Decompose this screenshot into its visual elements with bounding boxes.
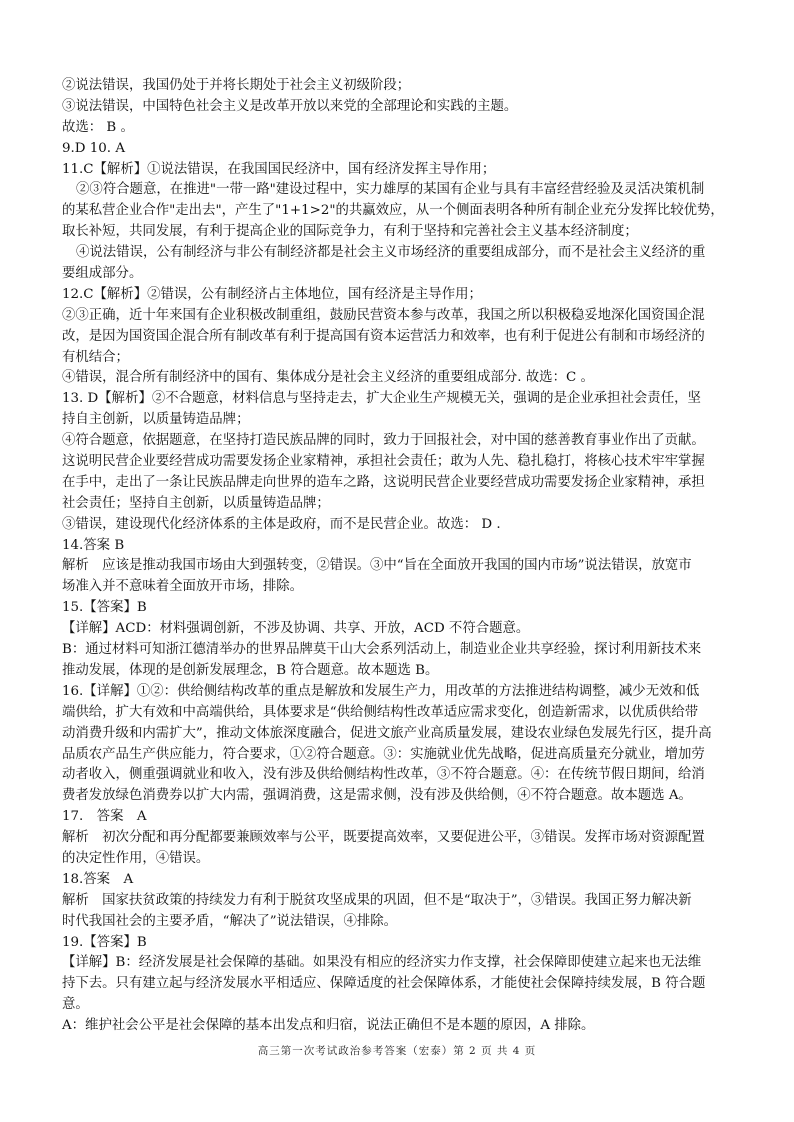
text-line: 的某私营企业合作"走出去"，产生了"1+1>2"的共赢效应，从一个侧面表明各种所有制企业充分发挥比较优势， — [62, 203, 724, 219]
text-line: 动消费升级和内需扩大”，推动文体旅深度融合，促进文旅产业高质量发展，建设农业绿色发展先行区，提升高 — [62, 725, 712, 741]
text-line: 15.【答案】B — [62, 600, 147, 616]
text-line: 社会责任；坚持自主创新，以质量铸造品牌； — [62, 495, 330, 511]
text-line: 18.答案 A — [62, 871, 134, 887]
text-line: ④错误，混合所有制经济中的国有、集体成分是社会主义经济的重要组成部分. 故选：C 。 — [62, 370, 594, 386]
text-line: ④符合题意，依据题意，在坚持打造民族品牌的同时，致力于回报社会，对中国的慈善教育事业作出了贡献。 — [62, 433, 705, 449]
text-line: 费者发放绿色消费券以扩大内需，强调消费，这是需求侧，没有涉及供给侧，④不符合题意。故本题选 A。 — [62, 788, 692, 804]
text-line: 解析 国家扶贫政策的持续发力有利于脱贫攻坚成果的巩固，但不是“取决于”，③错误。我国正努力解决新 — [62, 892, 692, 908]
text-line: A：维护社会公平是社会保障的基本出发点和归宿，说法正确但不是本题的原因，A 排除。 — [62, 1018, 595, 1034]
text-line: 17. 答案 A — [62, 809, 147, 825]
text-line: 有机结合； — [62, 349, 129, 365]
text-line: 的决定性作用，④错误。 — [62, 850, 210, 866]
answer-text-body — [62, 76, 742, 1037]
text-line: B：通过材料可知浙江德清举办的世界品牌莫干山大会系列活动上，制造业企业共享经验，探讨利用新技术来 — [62, 642, 702, 658]
text-line: 在手中，走出了一条让民族品牌走向世界的造车之路，这说明民营企业要经营成功需要发扬企业家精神，承担 — [62, 474, 705, 490]
text-line: 14.答案 B — [62, 537, 125, 553]
text-line: 【详解】B：经济发展是社会保障的基础。如果没有相应的经济实力作支撑，社会保障即使建立起来也无法维 — [62, 955, 702, 971]
text-line: 端供给，扩大有效和中高端供给，具体要求是“供给侧结构性改革适应需求变化，创造新需求，以优质供给带 — [62, 704, 699, 720]
text-line: 故选： B 。 — [62, 119, 134, 135]
text-line: ②③符合题意，在推进"一带一路"建设过程中，实力雄厚的某国有企业与具有丰富经营经验及灵活决策机制 — [76, 182, 705, 198]
text-line: 要组成部分。 — [62, 266, 143, 282]
text-line: 推动发展，体现的是创新发展理念，B 符合题意。故本题选 B。 — [62, 662, 439, 678]
text-line: 取长补短，共同发展，有利于提高企业的国际竞争力，有利于坚持和完善社会主义基本经济制度； — [62, 224, 638, 240]
text-line: 11.C【解析】①说法错误，在我国国民经济中，国有经济发挥主导作用； — [62, 161, 496, 177]
text-line: ④说法错误，公有制经济与非公有制经济都是社会主义市场经济的重要组成部分，而不是社会主义经济的重 — [76, 245, 706, 261]
text-line: 13. D【解析】②不合题意，材料信息与坚持走去，扩大企业生产规模无关，强调的是企业承担社会责任，坚 — [62, 391, 701, 407]
text-line: 持自主创新，以质量铸造品牌； — [62, 412, 250, 428]
text-line: 意。 — [62, 997, 89, 1013]
page-footer: 高三第一次考试政治参考答案（宏泰）第 2 页 共 4 页 — [257, 1045, 537, 1057]
text-line: 这说明民营企业要经营成功需要发扬企业家精神，承担社会责任；敢为人先、稳扎稳打，将核心技术牢牢掌握 — [62, 454, 705, 470]
text-line: 16.【详解】①②：供给侧结构改革的重点是解放和发展生产力，用改革的方法推进结构调整，减少无效和低 — [62, 683, 700, 699]
text-line: ②说法错误，我国仍处于并将长期处于社会主义初级阶段； — [62, 78, 411, 93]
text-line: 时代我国社会的主要矛盾，“解决了”说法错误，④排除。 — [62, 913, 398, 929]
text-line: ②③正确，近十年来国有企业积极改制重组，鼓励民营资本参与改革，我国之所以积极稳妥地深化国资国企混 — [62, 307, 705, 323]
text-line: ③说法错误，中国特色社会主义是改革开放以来党的全部理论和实践的主题。 — [62, 98, 518, 114]
text-line: 解析 应该是推动我国市场由大到强转变，②错误。③中“旨在全面放开我国的国内市场”说法错误，放宽市 — [62, 558, 692, 574]
text-line: 【详解】ACD：材料强调创新，不涉及协调、共享、开放，ACD 不符合题意。 — [62, 621, 530, 637]
text-line: 场准入并不意味着全面放开市场，排除。 — [62, 579, 304, 595]
text-line: 12.C【解析】②错误，公有制经济占主体地位，国有经济是主导作用； — [62, 286, 482, 302]
text-line: 19.【答案】B — [62, 934, 147, 950]
text-line: 品质农产品生产供应能力，符合要求，①②符合题意。③：实施就业优先战略，促进高质量充分就业，增加劳 — [62, 746, 705, 762]
text-line: 改，是因为国资国企混合所有制改革有利于提高国有资本运营活力和效率，也有利于促进公有制和市场经济的 — [62, 328, 705, 344]
text-line: ③错误，建设现代化经济体系的主体是政府，而不是民营企业。故选： D . — [62, 516, 501, 532]
text-line: 解析 初次分配和再分配都要兼顾效率与公平，既要提高效率，又要促进公平，③错误。发挥市场对资源配置 — [62, 830, 705, 846]
text-line: 动者收入，侧重强调就业和收入，没有涉及供给侧结构性改革，③不符合题意。④：在传统节假日期间，给消 — [62, 767, 705, 783]
text-line: 持下去。只有建立起与经济发展水平相适应、保障适度的社会保障体系，才能使社会保障持续发展，B 符合题 — [62, 976, 706, 992]
text-line: 9.D 10. A — [62, 140, 125, 156]
